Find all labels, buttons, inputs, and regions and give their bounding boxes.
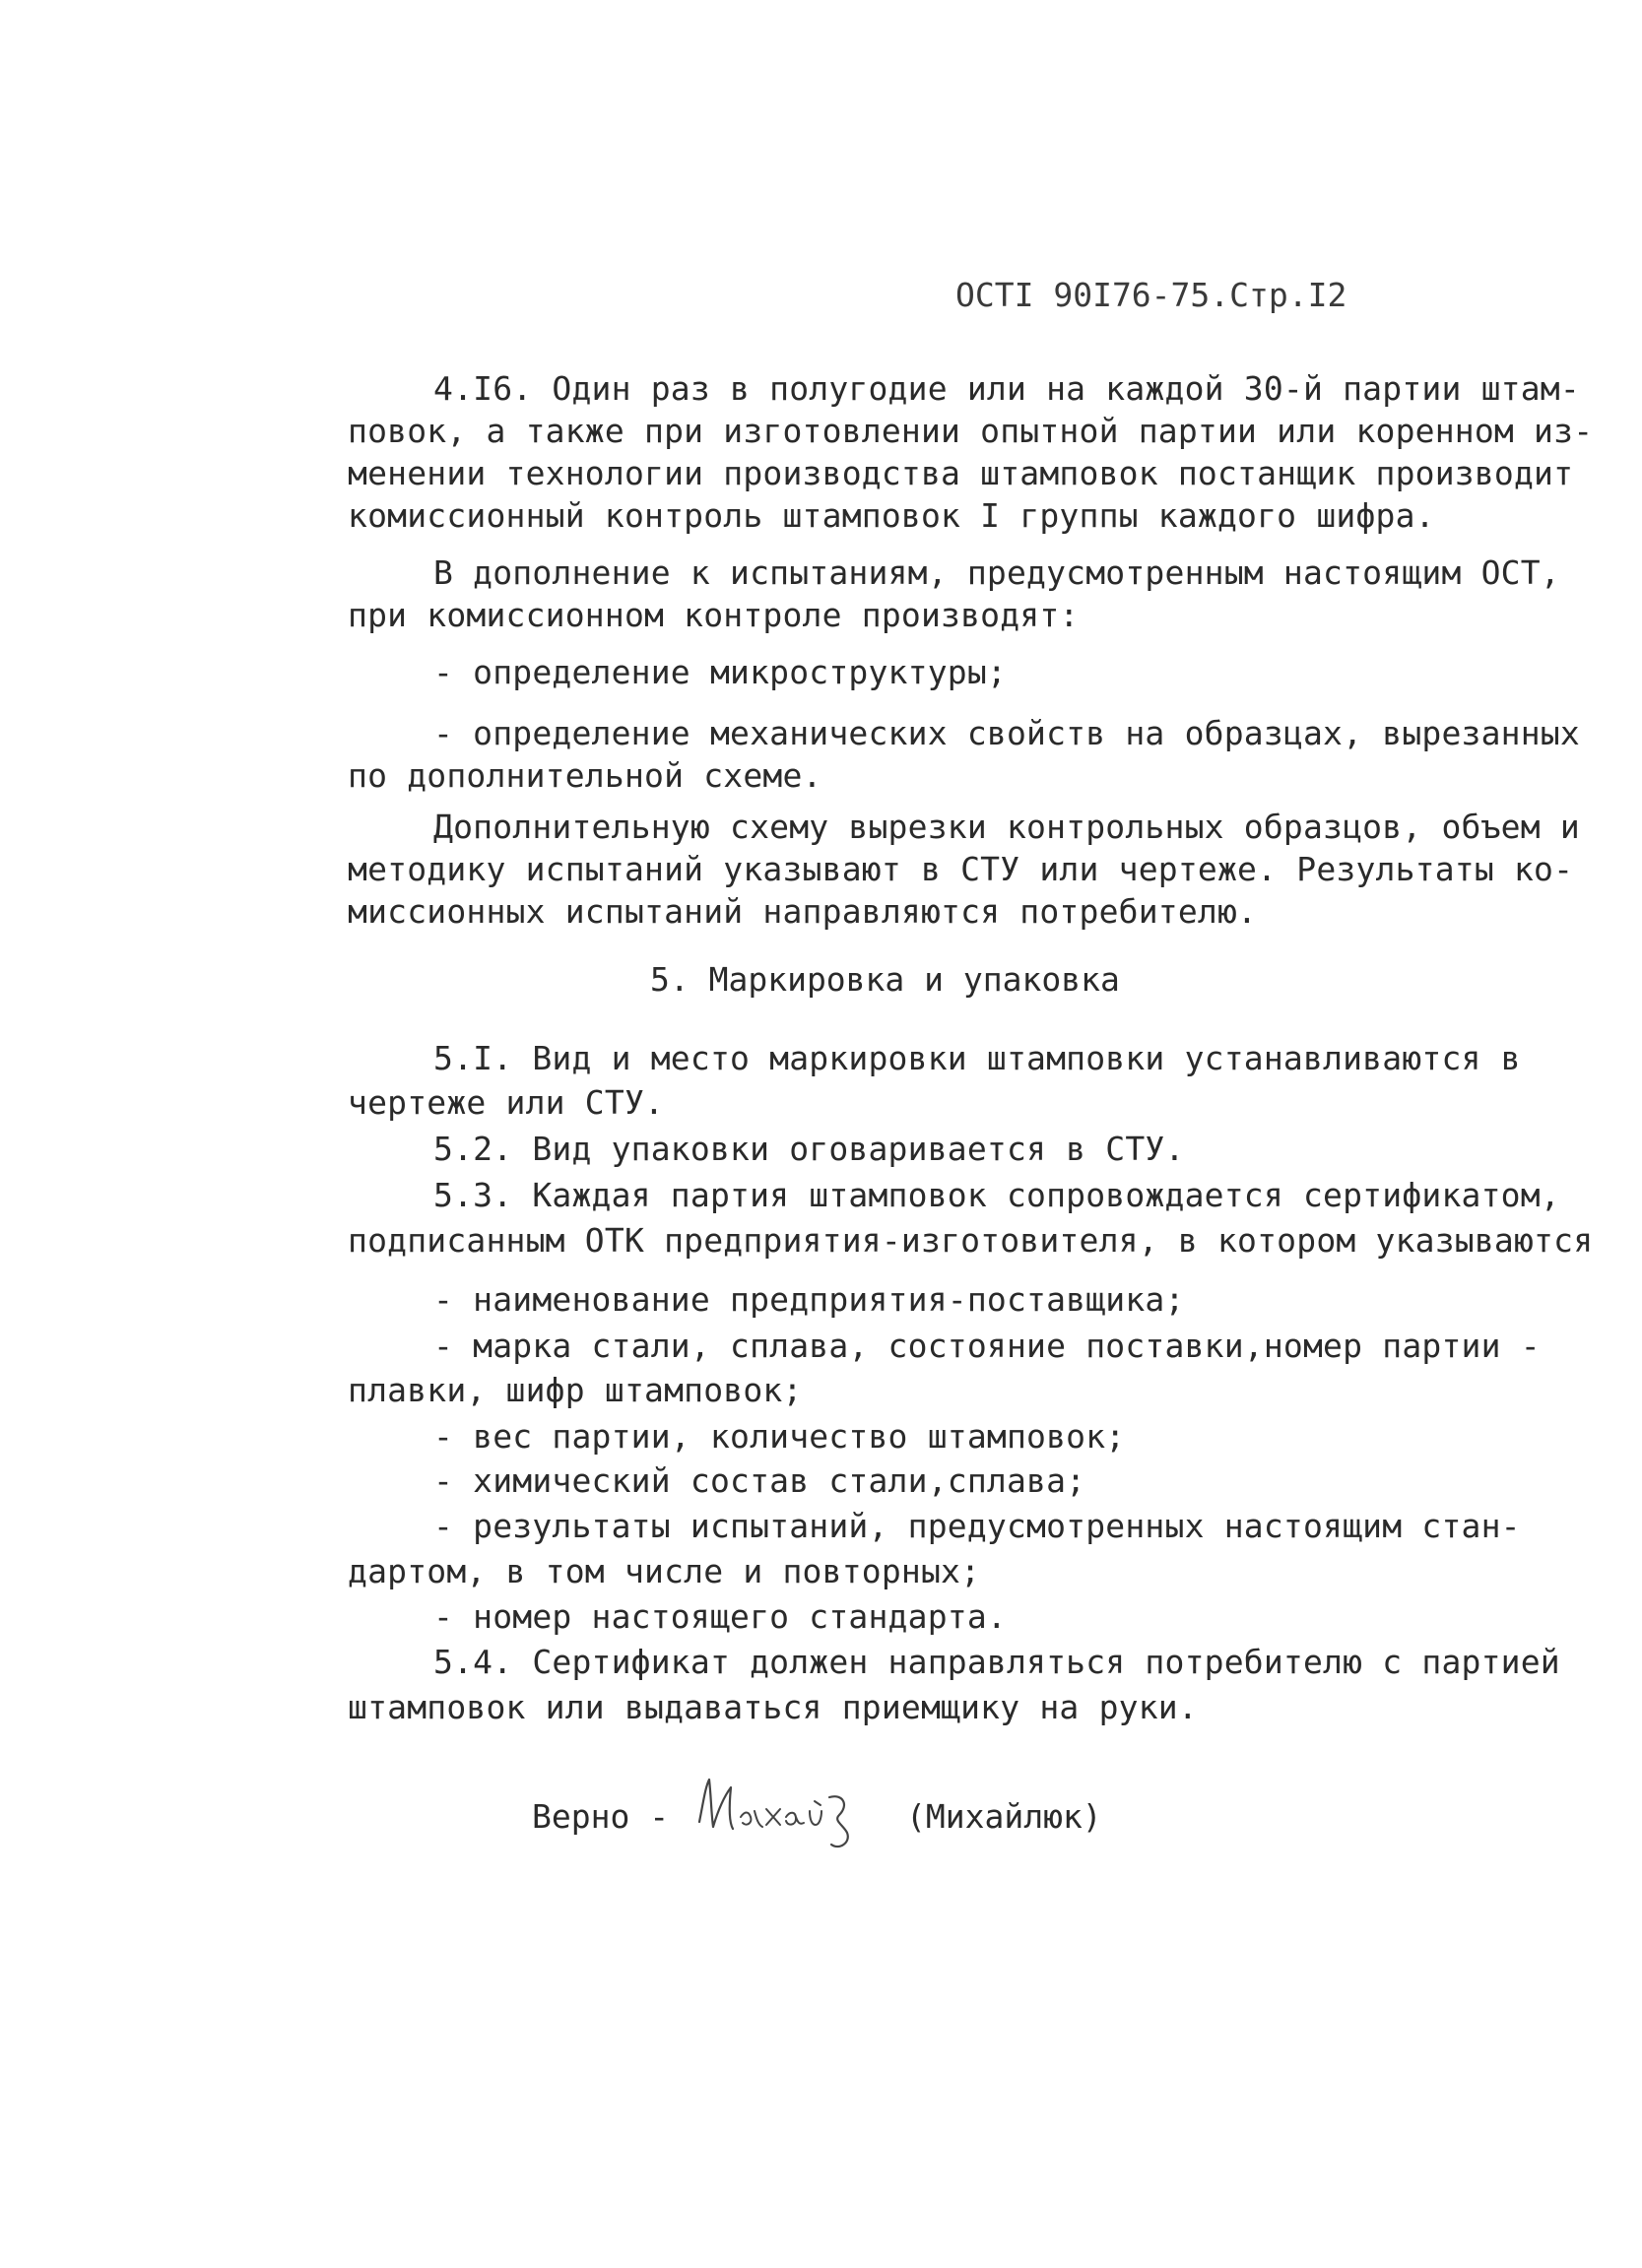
paragraph-line: дартом, в том числе и повторных; <box>348 1552 981 1590</box>
list-item: - наименование предприятия-поставщика; <box>433 1280 1185 1319</box>
paragraph-line: 5.4. Сертификат должен направляться потребителю с партией <box>433 1643 1560 1681</box>
signature-name: (Михайлюк) <box>906 1797 1102 1836</box>
list-item: - марка стали, сплава, состояние поставки,номер партии - <box>433 1327 1541 1365</box>
signature-block <box>532 1768 1221 1856</box>
paragraph-line: методику испытаний указывают в СТУ или чертеже. Результаты ко- <box>348 850 1574 888</box>
list-item: - номер настоящего стандарта. <box>433 1597 1007 1636</box>
handwritten-signature <box>690 1768 867 1856</box>
list-item: - результаты испытаний, предусмотренных настоящим стан- <box>433 1507 1521 1545</box>
section-title: 5. Маркировка и упаковка <box>650 960 1120 999</box>
paragraph-line: плавки, шифр штамповок; <box>348 1371 803 1409</box>
paragraph-line: повок, а также при изготовлении опытной партии или коренном из- <box>348 412 1594 450</box>
paragraph-line: менении технологии производства штамповок постанщик производит <box>348 454 1574 492</box>
paragraph-line: штамповок или выдаваться приемщику на руки. <box>348 1688 1198 1726</box>
paragraph-line: 4.I6. Один раз в полугодие или на каждой 30-й партии штам- <box>433 369 1580 408</box>
list-item: - вес партии, количество штамповок; <box>433 1417 1126 1456</box>
signature-label: Верно - <box>532 1797 670 1836</box>
list-item: - определение микроструктуры; <box>433 653 1007 691</box>
paragraph-line: миссионных испытаний направляются потребителю. <box>348 892 1258 931</box>
paragraph-line: 5.3. Каждая партия штамповок сопровождается сертификатом, <box>433 1176 1560 1214</box>
paragraph-line: 5.2. Вид упаковки оговаривается в СТУ. <box>433 1130 1185 1168</box>
paragraph-line: при комиссионном контроле производят: <box>348 596 1080 634</box>
list-item: - химический состав стали,сплава; <box>433 1461 1086 1500</box>
document-header: ОСТI 90I76-75.Стр.I2 <box>955 276 1347 314</box>
paragraph-line: по дополнительной схеме. <box>348 756 822 795</box>
paragraph-line: 5.I. Вид и место маркировки штамповки устанавливаются в <box>433 1039 1521 1077</box>
paragraph-line: Дополнительную схему вырезки контрольных образцов, объем и <box>433 808 1580 846</box>
paragraph-line: комиссионный контроль штамповок I группы каждого шифра. <box>348 496 1435 535</box>
paragraph-line: чертеже или СТУ. <box>348 1083 665 1122</box>
list-item: - определение механических свойств на образцах, вырезанных <box>433 714 1580 752</box>
paragraph-line: подписанным ОТК предприятия-изготовителя, в котором указываются <box>348 1221 1594 1260</box>
paragraph-line: В дополнение к испытаниям, предусмотренным настоящим ОСТ, <box>433 553 1560 592</box>
